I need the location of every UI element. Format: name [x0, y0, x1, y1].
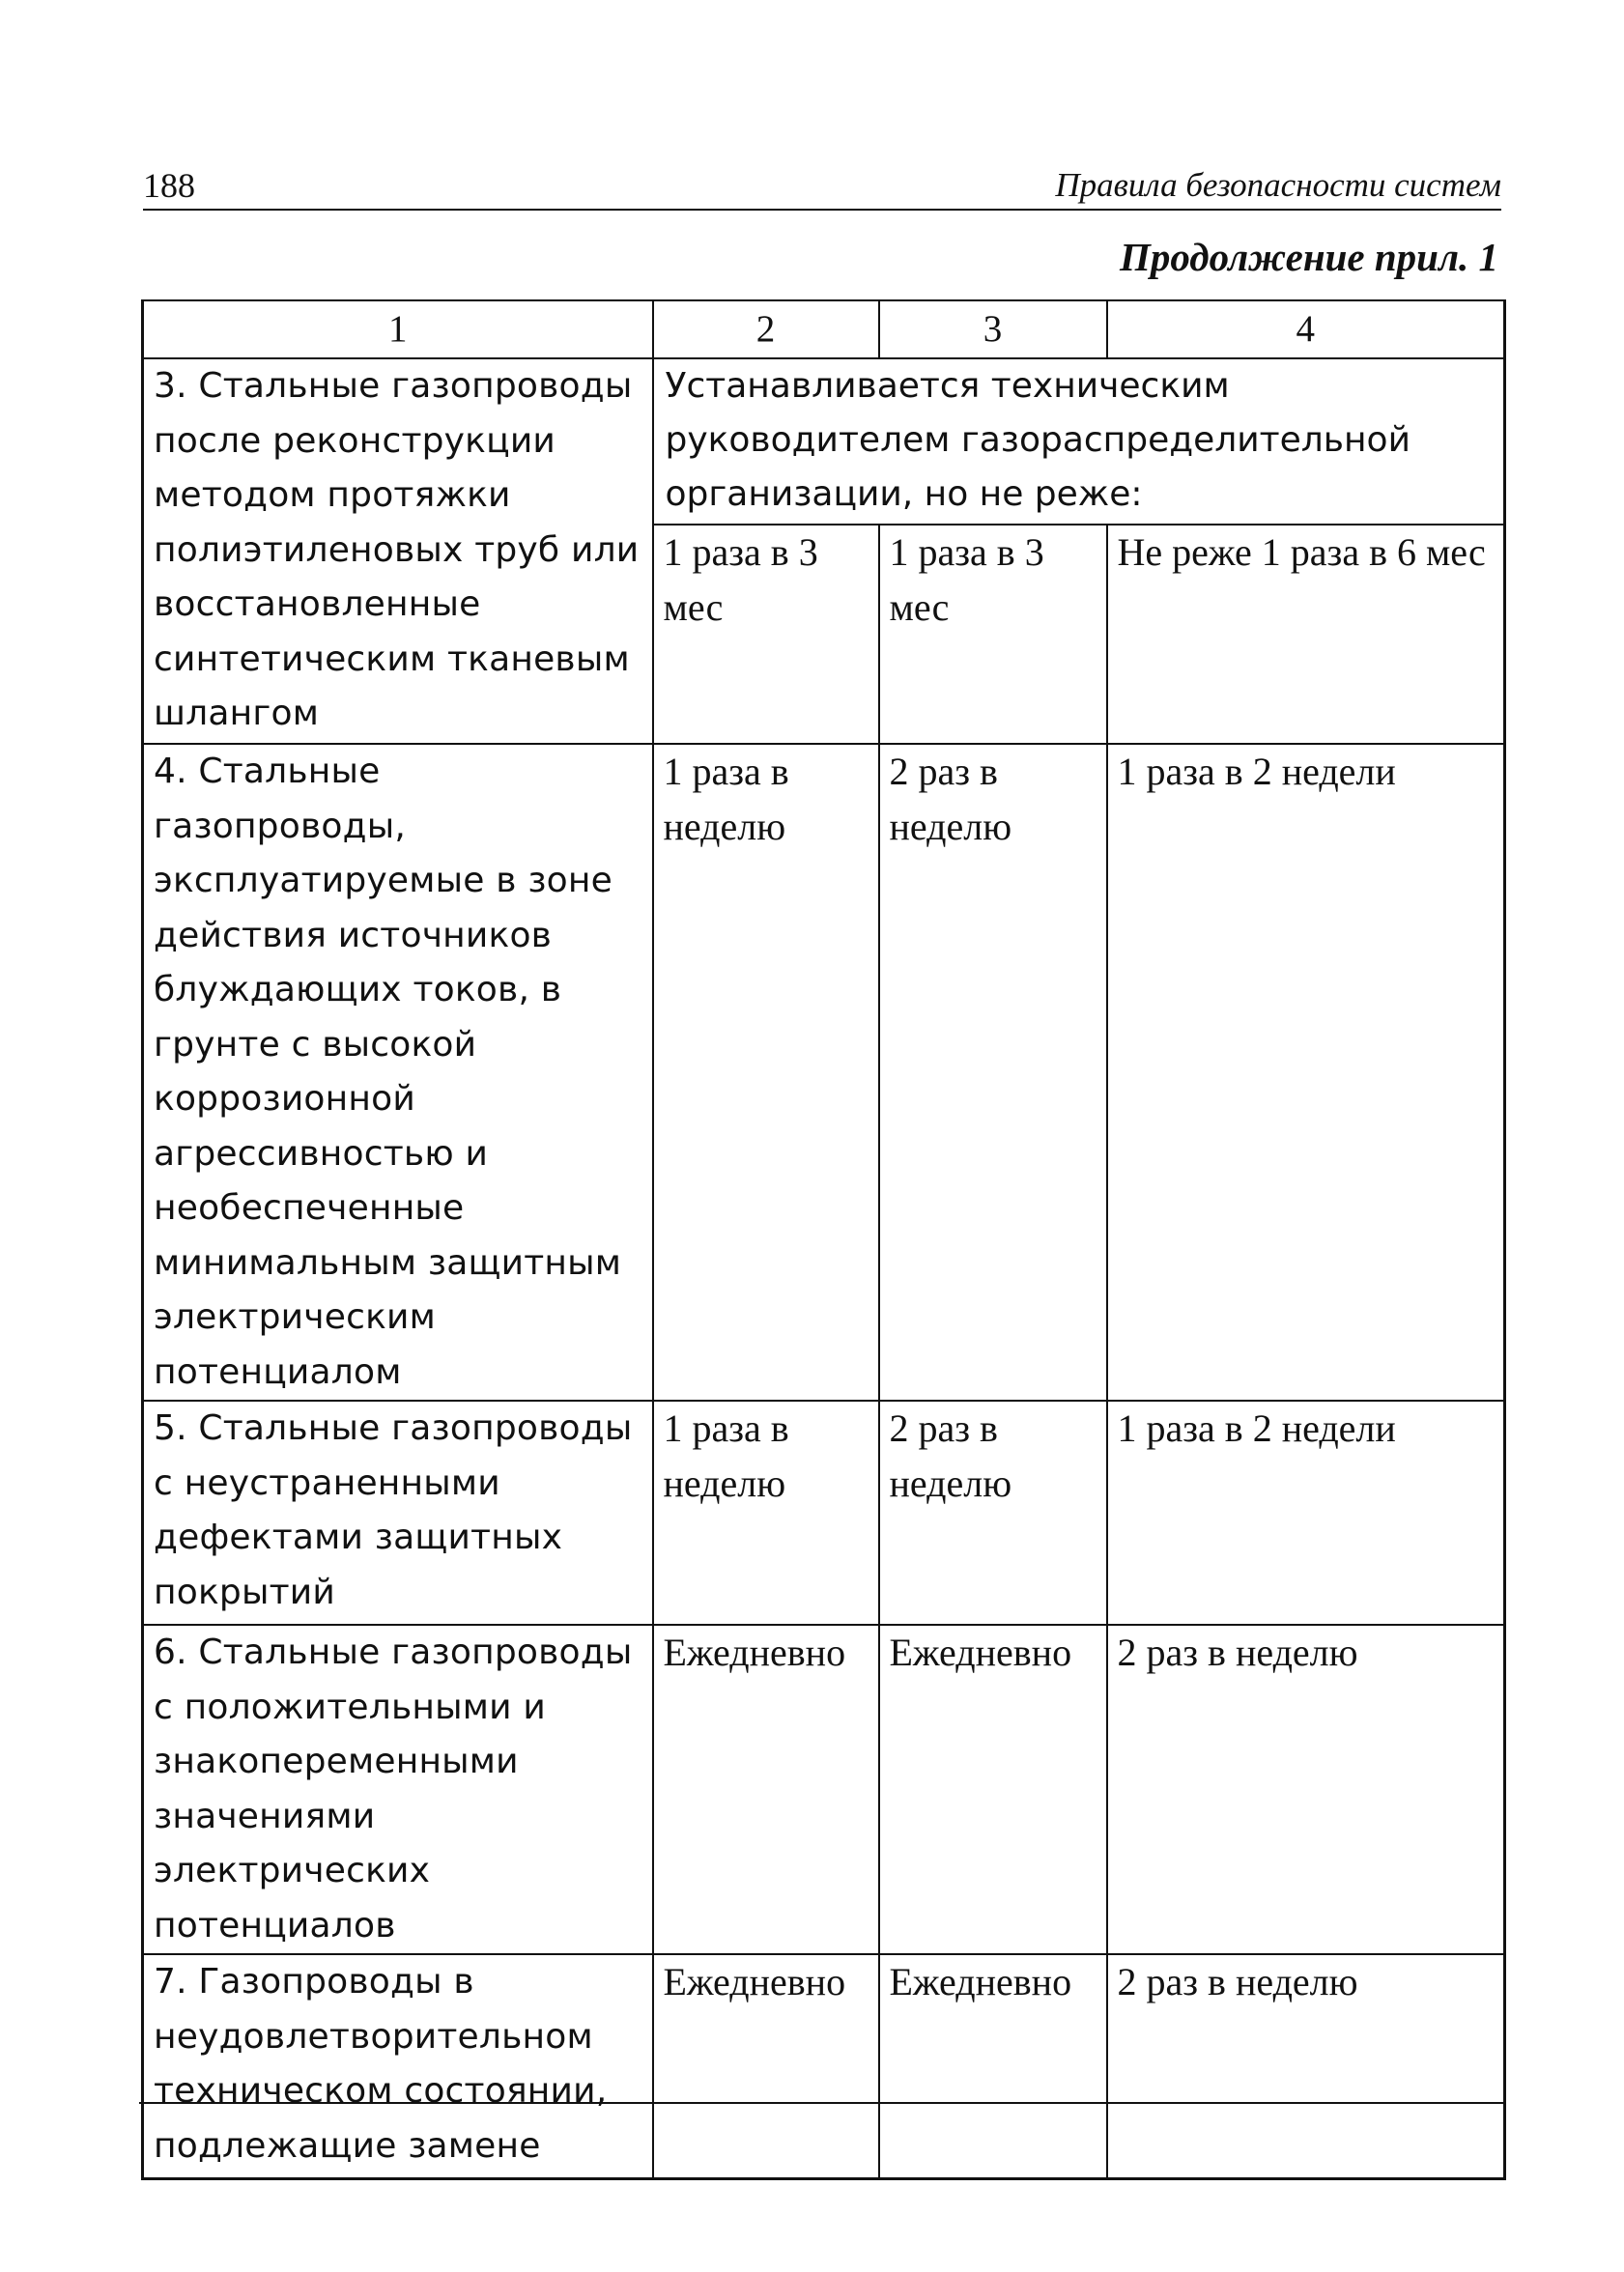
- column-header-1: 1: [143, 300, 653, 358]
- row-col3: 2 раз в неделю: [879, 1401, 1107, 1625]
- page-header: [143, 160, 1501, 211]
- main-table: [141, 299, 1506, 2180]
- table-row: [143, 358, 1505, 525]
- row-col2: 1 раза в 3 мес: [653, 525, 879, 744]
- row-description: 6. Стальные газопроводы с положительными и знакопеременными значениями электрических потенциалов: [143, 1625, 653, 1954]
- row-col2: 1 раза в неделю: [653, 744, 879, 1401]
- row-col3: Ежедневно: [879, 1954, 1107, 2179]
- row-col3: 2 раз в неделю: [879, 744, 1107, 1401]
- row-description: 3. Стальные газопроводы после реконструкции методом протяжки полиэтиленовых труб или восстановленные синтетическим тканевым шлангом: [143, 358, 653, 744]
- row-col3: Ежедневно: [879, 1625, 1107, 1954]
- column-header-2: 2: [653, 300, 879, 358]
- row-col2: 1 раза в неделю: [653, 1401, 879, 1625]
- row-col3: 1 раза в 3 мес: [879, 525, 1107, 744]
- column-header-3: 3: [879, 300, 1107, 358]
- column-header-4: 4: [1107, 300, 1505, 358]
- row-col2: Ежедневно: [653, 1954, 879, 2179]
- continuation-label: Продолжение прил. 1: [1119, 235, 1498, 279]
- row-col4: Не реже 1 раза в 6 мес: [1107, 525, 1505, 744]
- table-row: [143, 1954, 1505, 2179]
- table-row: [143, 744, 1505, 1401]
- row-col4: 1 раза в 2 недели: [1107, 744, 1505, 1401]
- running-title: Правила безопасности систем: [1055, 166, 1501, 204]
- table-header-row: [143, 300, 1505, 358]
- page-number: 188: [143, 166, 195, 205]
- row-col2: Ежедневно: [653, 1625, 879, 1954]
- row-description: 4. Стальные газопроводы, эксплуатируемые в зоне действия источников блуждающих токов, в грунте с высокой коррозионной агрессивностью и необеспеченные минимальным защитным электрическим потенциалом: [143, 744, 653, 1401]
- footer-rule: [139, 2102, 1503, 2104]
- row-col4: 2 раз в неделю: [1107, 1954, 1505, 2179]
- table-row: [143, 1625, 1505, 1954]
- row-description: 7. Газопроводы в неудовлетворительном техническом состоянии, подлежащие замене: [143, 1954, 653, 2179]
- row-col4: 2 раз в неделю: [1107, 1625, 1505, 1954]
- merged-note: Устанавливается техническим руководителем газораспределительной организации, но не реже:: [653, 358, 1505, 525]
- row-col4: 1 раза в 2 недели: [1107, 1401, 1505, 1625]
- table-row: [143, 1401, 1505, 1625]
- row-description: 5. Стальные газопроводы с неустраненными дефектами защитных покрытий: [143, 1401, 653, 1625]
